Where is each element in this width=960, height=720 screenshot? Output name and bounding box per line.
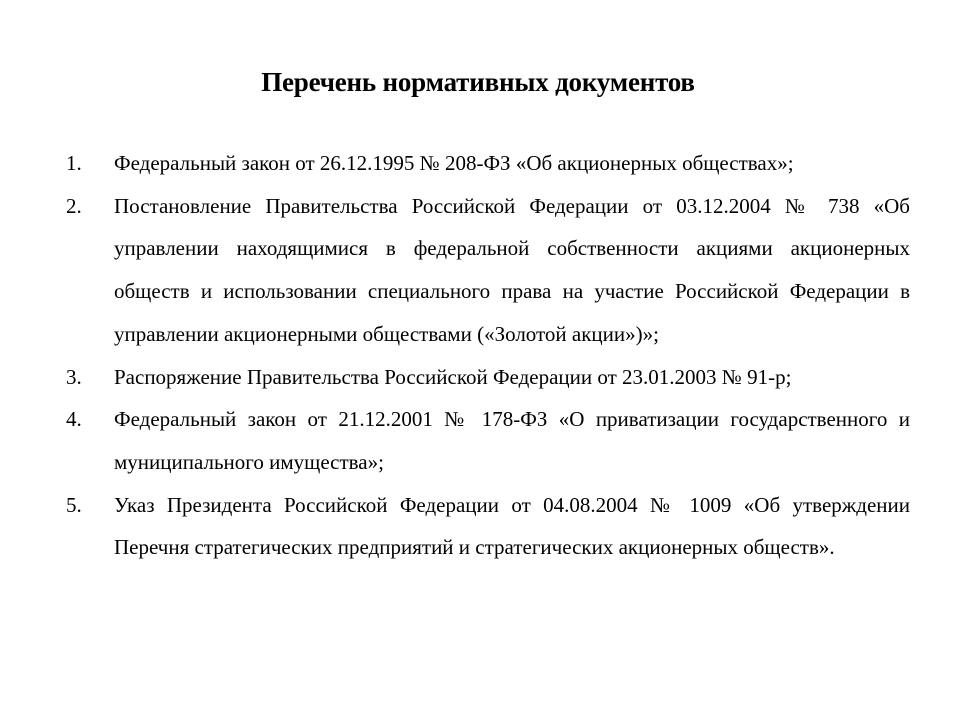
page-title: Перечень нормативных документов (261, 67, 695, 97)
list-item-text: Федеральный закон от 21.12.2001 № 178-ФЗ «О приватизации государственного и муниципального имущества»; (114, 407, 910, 474)
list-item-number: 5. (66, 492, 82, 517)
list-item (66, 142, 910, 185)
list-item (66, 356, 910, 399)
list-item-number: 2. (66, 193, 82, 218)
document-list (66, 142, 910, 569)
list-item-text: Постановление Правительства Российской Федерации от 03.12.2004 № 738 «Об управлении находящимися в федеральной собственности акциями акционерных обществ и использовании специального права на участие Российской Федерации в управлении акционерными обществами («Золотой акции»)»; (114, 193, 910, 346)
list-item-number: 4. (66, 407, 82, 432)
list-item (66, 185, 910, 356)
list-item-number: 3. (66, 364, 82, 389)
list-item-number: 1. (66, 151, 82, 175)
list-item-text: Указ Президента Российской Федерации от 04.08.2004 № 1009 «Об утверждении Перечня стратегических предприятий и стратегических акционерных обществ». (114, 492, 910, 560)
list-item (66, 484, 910, 569)
list-item (66, 398, 910, 483)
list-item-text: Федеральный закон от 26.12.1995 № 208-ФЗ «Об акционерных обществах»; (114, 151, 794, 175)
list-item-text: Распоряжение Правительства Российской Федерации от 23.01.2003 № 91-р; (114, 364, 792, 389)
